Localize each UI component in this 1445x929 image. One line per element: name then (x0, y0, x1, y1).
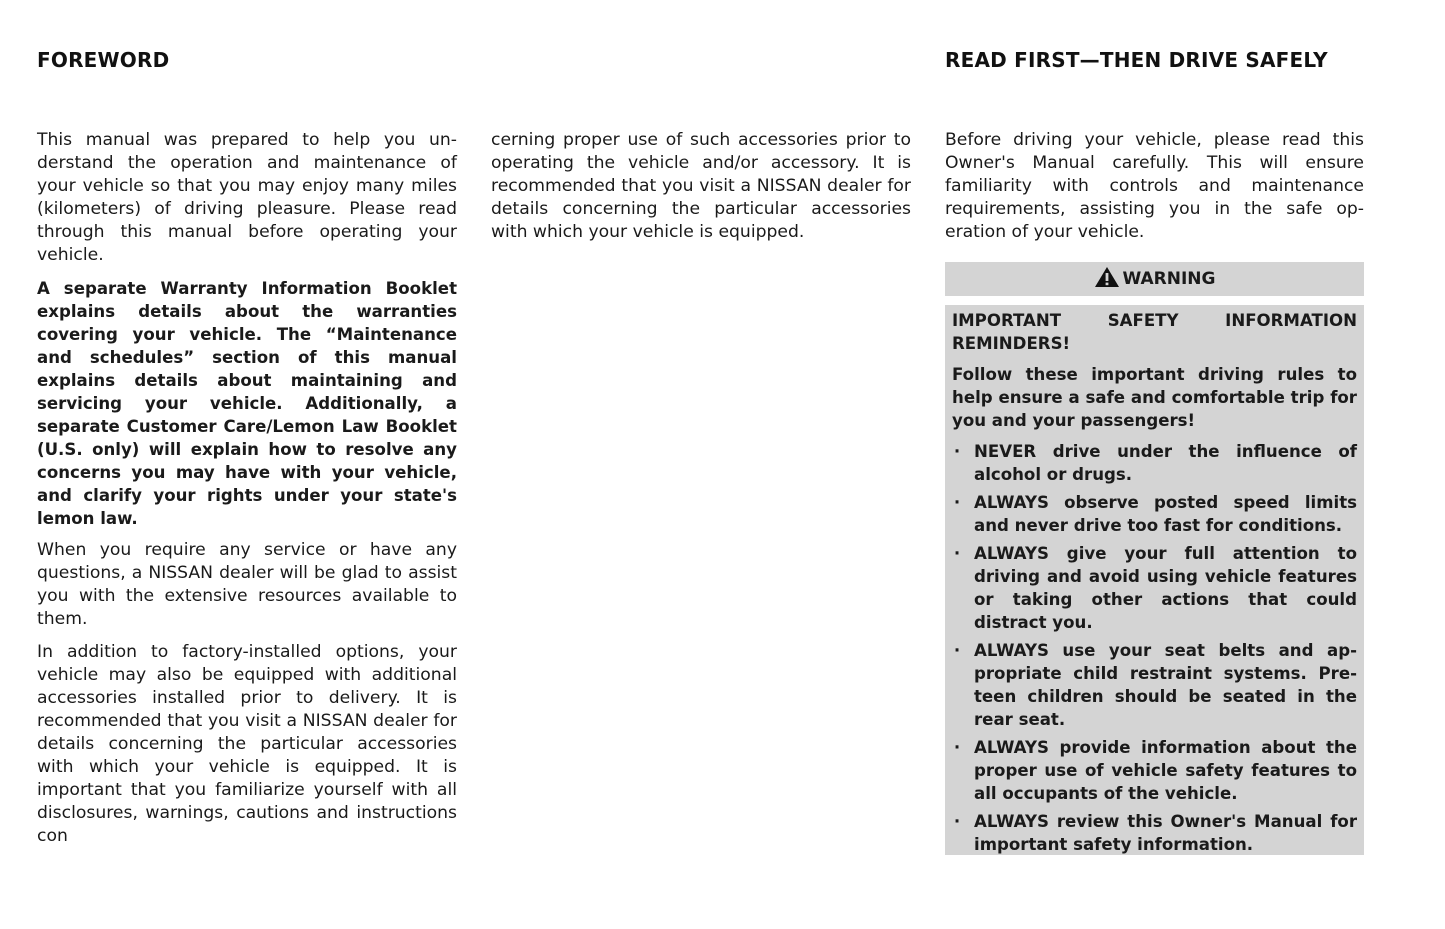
foreword-column-2 (491, 129, 911, 254)
warning-box (945, 305, 1364, 855)
safety-rules-list (952, 440, 1357, 856)
list-item (952, 542, 1357, 634)
read-first-intro: Before driving your vehicle, please read this Owner's Manual carefully. This will ensure familiarity with controls and maintenance requirements, assisting you in the safe operation of your vehicle. (945, 130, 1364, 242)
foreword-paragraph-3: When you require any service or have any questions, a NISSAN dealer will be glad to assist you with the extensive resources available to them. (37, 540, 457, 629)
bullet: · (953, 812, 961, 831)
foreword-paragraph-1: This manual was prepared to help you understand the operation and maintenance of your vehicle so that you may enjoy many miles (kilometers) of driving pleasure. Please read through this manual before operating your vehicle. (37, 130, 457, 265)
warning-triangle-icon (1094, 266, 1123, 293)
list-item (952, 440, 1357, 486)
foreword-continuation: cerning proper use of such accessories prior to operating the vehicle and/or accessory. It is recommended that you visit a NISSAN dealer for details concerning the particular accessories with which your vehicle is equipped. (491, 130, 911, 242)
warning-subtitle: IMPORTANT SAFETY INFORMATION REMINDERS! (952, 311, 1357, 353)
list-item (952, 491, 1357, 537)
list-item (952, 639, 1357, 731)
list-item (952, 736, 1357, 805)
warning-title: WARNING (1122, 269, 1216, 289)
warning-lead: Follow these important driving rules to help ensure a safe and comfortable trip for you and your passengers! (952, 365, 1357, 430)
bullet: · (953, 493, 961, 512)
list-item-text: ALWAYS review this Owner's Manual for important safety information. (974, 812, 1357, 854)
foreword-column-1 (37, 129, 457, 857)
list-item-text: ALWAYS give your full attention to driving and avoid using vehicle features or taking other actions that could distract you. (974, 544, 1357, 632)
foreword-paragraph-warranty: A separate Warranty Information Booklet explains details about the warranties covering your vehicle. The “Maintenance and schedules” section of this manual explains details about maintaining and servicing your vehicle. Additionally, a separate Customer Care/Lemon Law Booklet (U.S. only) will explain how to resolve any concerns you may have with your vehicle, and clarify your rights under your state's lemon law. (37, 278, 457, 528)
list-item-text: NEVER drive under the influence of alcohol or drugs. (974, 442, 1357, 484)
bullet: · (953, 442, 961, 461)
read-first-heading: READ FIRST—THEN DRIVE SAFELY (945, 48, 1328, 72)
list-item (952, 810, 1357, 856)
foreword-heading: FOREWORD (37, 48, 170, 72)
bullet: · (953, 738, 961, 757)
bullet: · (953, 641, 961, 660)
list-item-text: ALWAYS observe posted speed limits and never drive too fast for conditions. (974, 493, 1357, 535)
warning-header (945, 262, 1364, 296)
list-item-text: ALWAYS provide information about the proper use of vehicle safety features to all occupants of the vehicle. (974, 738, 1357, 803)
bullet: · (953, 544, 961, 563)
list-item-text: ALWAYS use your seat belts and appropriate child restraint systems. Pre-teen children should be seated in the rear seat. (974, 641, 1357, 729)
read-first-column (945, 129, 1364, 254)
foreword-paragraph-4: In addition to factory-installed options, your vehicle may also be equipped with additional accessories installed prior to delivery. It is recommended that you visit a NISSAN dealer for details concerning the particular accessories with which your vehicle is equipped. It is important that you familiarize yourself with all disclosures, warnings, cautions and instructions con (37, 641, 457, 846)
